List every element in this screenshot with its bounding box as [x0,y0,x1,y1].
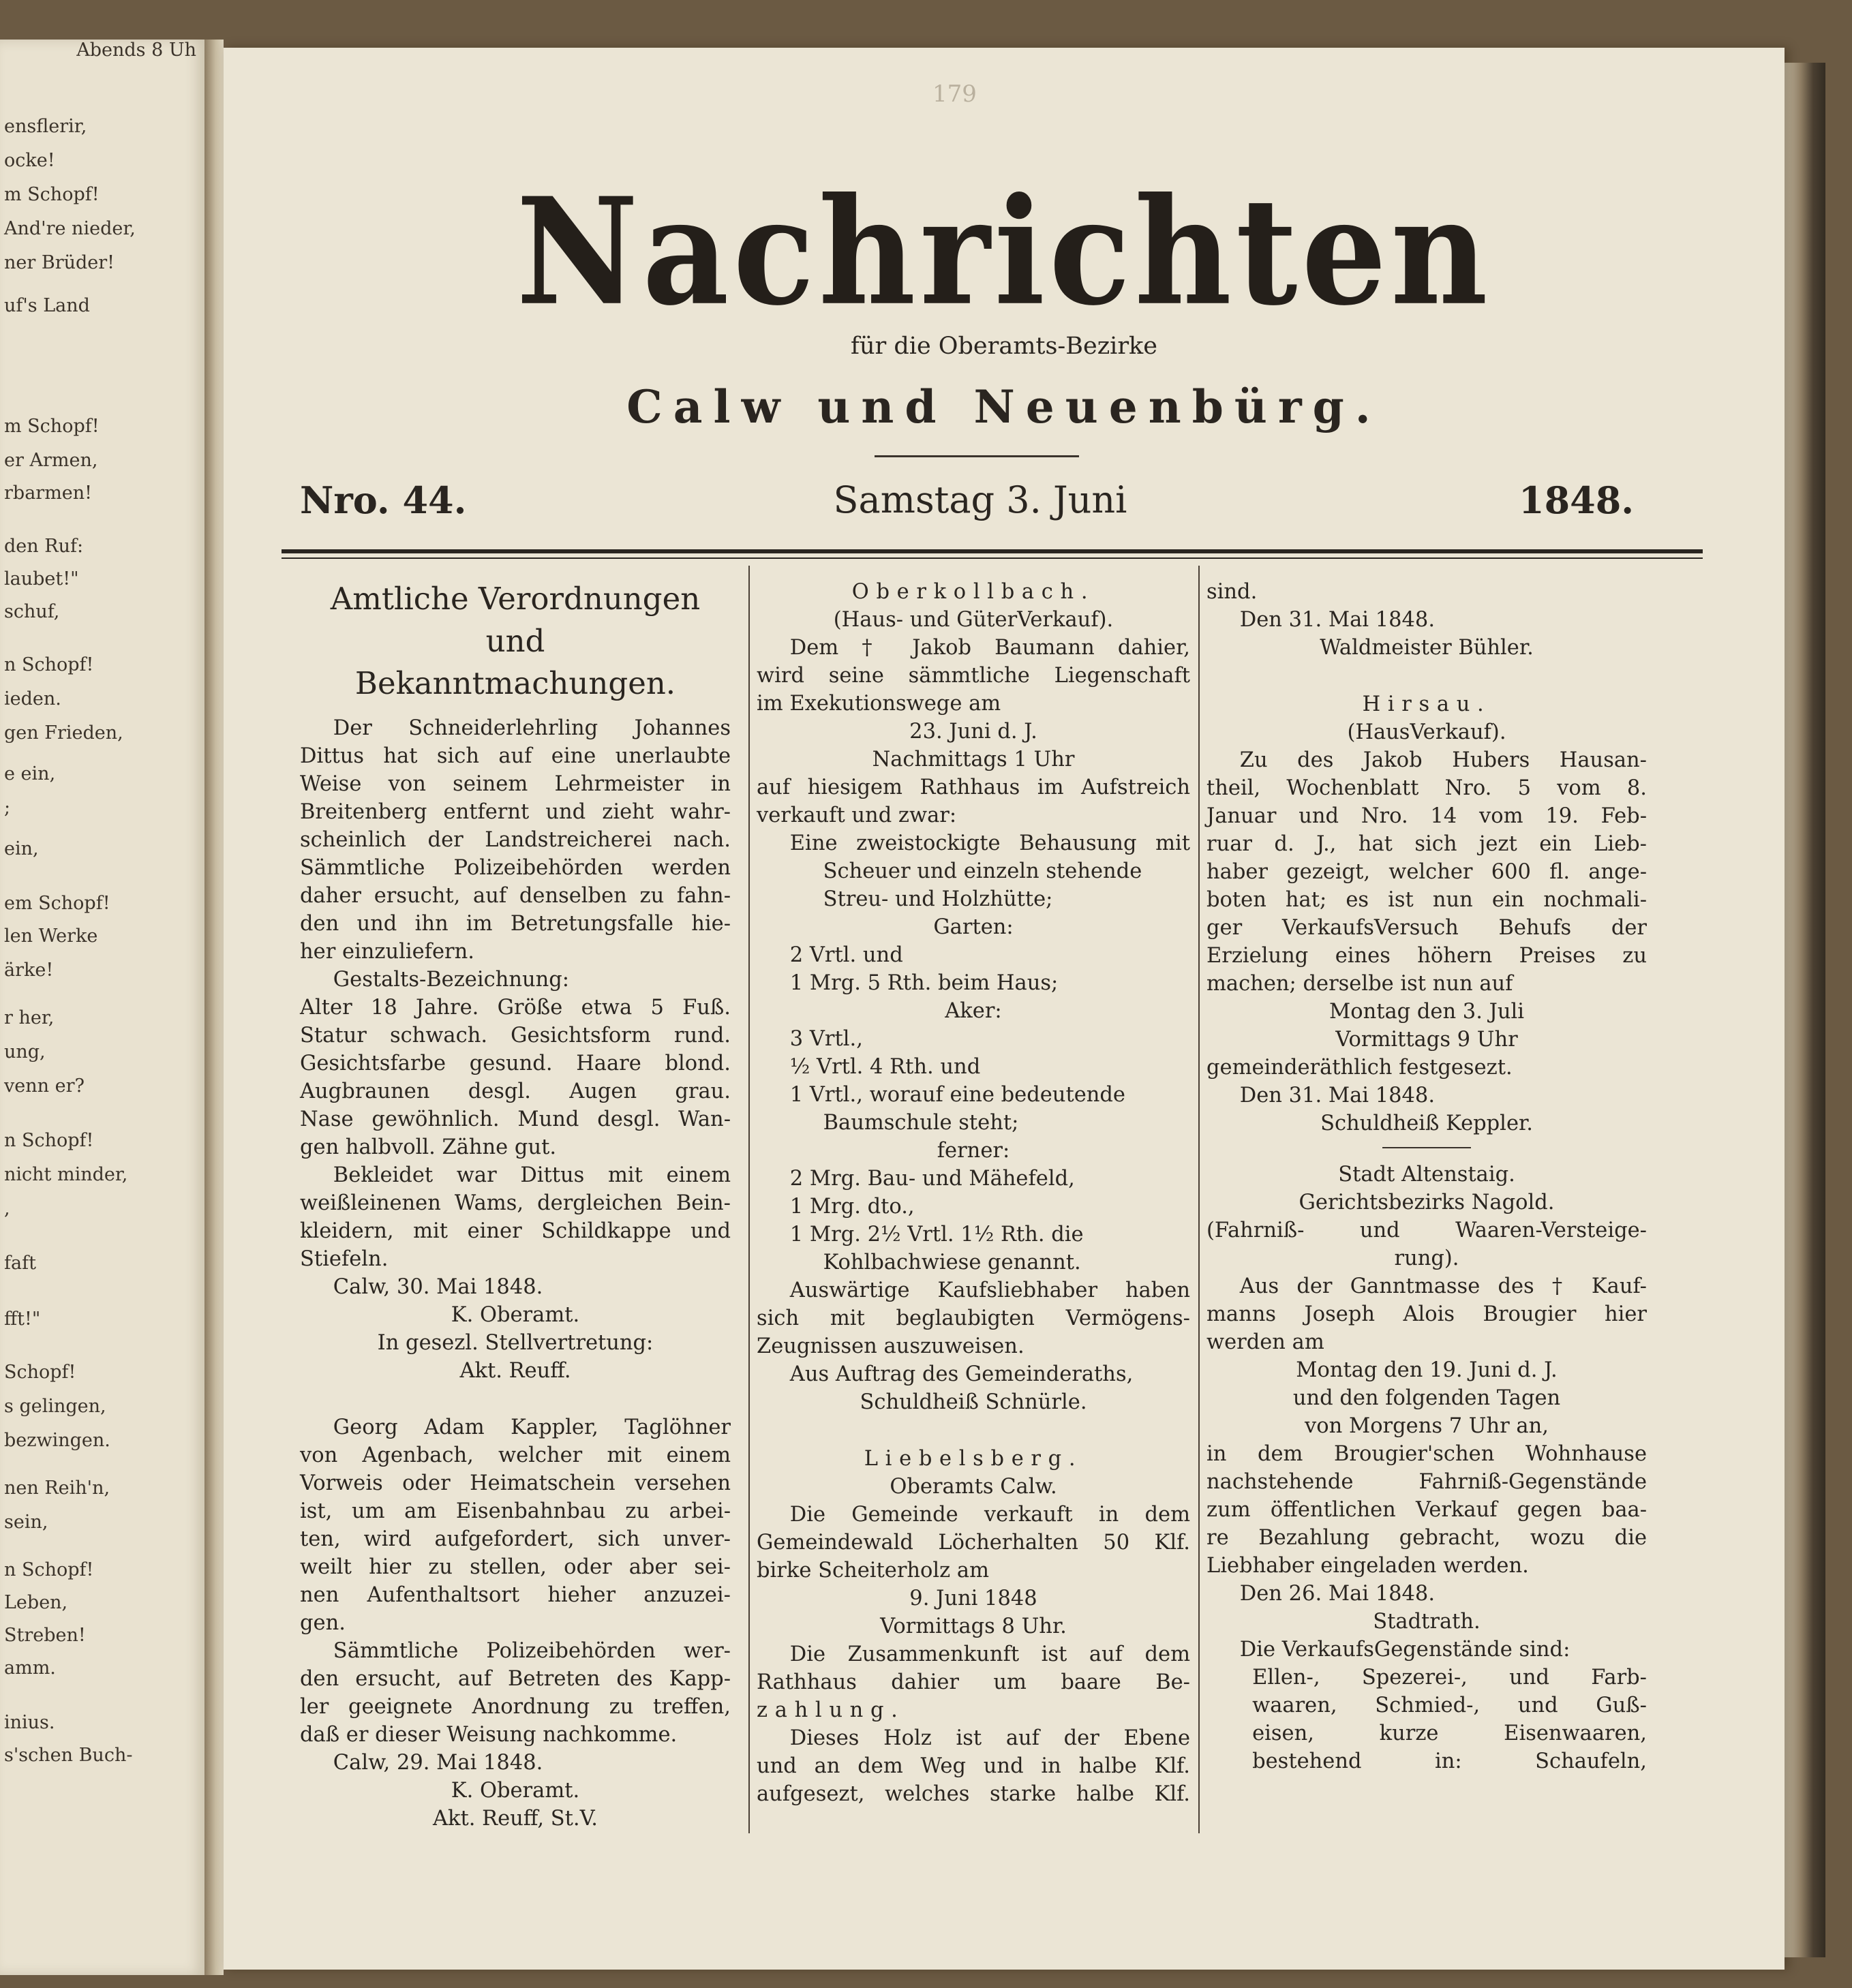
notice-text: werden am [1206,1330,1324,1354]
notice-text: Scheuer und einzeln stehende [823,859,1142,883]
notice-date: 23. Juni d. J. [909,720,1037,744]
notice-text: Aus Auftrag des Gemeinderaths, [789,1362,1134,1386]
facing-text-line: ; [4,797,11,819]
notice-text: daß er dieser Weisung nachkomme. [300,1723,678,1747]
facing-text-line: inius. [4,1712,55,1733]
notice-text: sich mit beglaubigten Vermögens- [757,1306,1190,1330]
notice-subheading: Oberamts Calw. [890,1475,1057,1499]
notice-text: Liebhaber eingeladen werden. [1206,1554,1529,1578]
facing-text-line: uf's Land [4,295,90,316]
notice-text: Gesichtsfarbe gesund. Haare blond. [300,1052,731,1075]
notice-text: ten, wird aufgefordert, sich unver- [300,1527,731,1551]
notice-place-date: Den 31. Mai 1848. [1239,1084,1436,1107]
notice-text: Stiefeln. [300,1247,389,1271]
issue-date: Samstag 3. Juni [833,478,1127,521]
notice-date: 9. Juni 1848 [909,1587,1037,1610]
notice-text: Sämmtliche Polizeibehörden wer- [333,1639,731,1663]
page-number: 179 [932,80,977,108]
notice-text: re Bezahlung gebracht, wozu die [1206,1526,1647,1550]
facing-text-line: sein, [4,1512,48,1533]
notice-date: Montag den 3. Juli [1329,1000,1524,1024]
notice-text: manns Joseph Alois Brougier hier [1206,1302,1647,1326]
notice-text: 1 Mrg. dto., [789,1195,915,1219]
facing-text-line: nicht minder, [4,1164,128,1185]
notice-text: theil, Wochenblatt Nro. 5 vom 8. [1206,776,1647,800]
facing-text-line: Schopf! [4,1362,76,1383]
facing-text-line: n Schopf! [4,1559,94,1580]
notice-text: Streu- und Holzhütte; [823,887,1053,911]
notice-text: 1 Vrtl., worauf eine bedeutende [789,1083,1125,1107]
notice-text: 3 Vrtl., [789,1027,863,1051]
facing-text-line: r her, [4,1007,55,1028]
notice-text: Erzielung eines höhern Preises zu [1206,944,1647,968]
notice-text: 2 Vrtl. und [789,943,903,967]
notice-text: Nase gewöhnlich. Mund desgl. Wan- [300,1107,731,1131]
notice-text: zahlung. [757,1698,905,1722]
book-gutter [204,40,224,1975]
notice-text: aufgesezt, welches starke halbe Klf. [757,1782,1190,1806]
facing-text-line: rbarmen! [4,483,93,504]
notice-text: Dittus hat sich auf eine unerlaubte [300,744,731,768]
notice-text: weilt hier zu stellen, oder aber sei- [300,1555,731,1579]
facing-text-line: e ein, [4,763,56,784]
notice-text: Gestalts-Bezeichnung: [333,968,570,992]
notice-place-date: Den 31. Mai 1848. [1239,608,1436,632]
notice-text: 1 Mrg. 5 Rth. beim Haus; [789,971,1059,995]
notice-signature: Akt. Reuff. [459,1359,571,1383]
header-rule-thin [282,557,1703,559]
facing-text-line: s'schen Buch- [4,1745,133,1766]
facing-text-line: n Schopf! [4,1130,94,1151]
notice-text: sind. [1206,580,1258,604]
facing-text-line: Leben, [4,1592,68,1613]
notice-time: Nachmittags 1 Uhr [872,748,1075,771]
newspaper-page [224,48,1785,1970]
notice-place-date: Den 26. Mai 1848. [1239,1582,1436,1606]
notice-text: Ellen-, Spezerei-, und Farb- [1252,1666,1647,1689]
issue-year: 1848. [1519,478,1635,522]
notice-text: in dem Brougier'schen Wohnhause [1206,1442,1647,1466]
notice-text: machen; derselbe ist nun auf [1206,972,1513,996]
notice-place-heading: Oberkollbach. [851,580,1095,604]
notice-text: ger VerkaufsVersuch Behufs der [1206,916,1647,940]
notice-text: Aker: [945,999,1002,1023]
column-3 [1206,578,1647,1775]
facing-text-line: em Schopf! [4,893,110,914]
facing-text-line: len Werke [4,926,98,947]
column-divider [748,566,750,1833]
notice-subheading: (HausVerkauf). [1347,720,1506,744]
facing-text-line: Streben! [4,1625,86,1646]
notice-text: nen Aufenthaltsort hieher anzuzei- [300,1583,731,1607]
notice-text: Augbraunen desgl. Augen grau. [300,1080,731,1103]
facing-text-line: fft!" [4,1309,41,1330]
section-heading: Amtliche Verordnungen und Bekanntmachungen. [330,581,701,701]
facing-text-line: m Schopf! [4,416,100,437]
facing-text-line: ieden. [4,688,61,709]
facing-text-line: And're nieder, [4,218,136,239]
notice-text: 1 Mrg. 2½ Vrtl. 1½ Rth. die [789,1223,1084,1247]
notice-text: Die Zusammenkunft ist auf dem [789,1642,1190,1666]
notice-text: Baumschule steht; [823,1111,1019,1135]
notice-text: verkauft und zwar: [757,804,957,827]
notice-text: ler geeignete Anordnung zu treffen, [300,1695,731,1719]
facing-text-line: ärke! [4,960,54,981]
notice-text: boten hat; es ist nun ein nochmali- [1206,888,1647,912]
notice-place-heading: Stadt Altenstaig. [1338,1163,1515,1187]
masthead-rule [875,455,1079,457]
notice-text: Kohlbachwiese genannt. [823,1251,1081,1274]
notice-text: Aus der Ganntmasse des † Kauf- [1239,1274,1647,1298]
notice-text: und an dem Weg und in halbe Klf. [757,1754,1190,1778]
notice-text: Januar und Nro. 14 vom 19. Feb- [1206,804,1647,828]
notice-date: Montag den 19. Juni d. J. [1296,1358,1558,1382]
notice-text: her einzuliefern. [300,940,474,964]
facing-text-line: s gelingen, [4,1396,106,1417]
facing-text-line: laubet!" [4,568,79,590]
facing-text-line: bezwingen. [4,1430,110,1451]
notice-place-heading: Hirsau. [1362,692,1491,716]
notice-place-date: Calw, 29. Mai 1848. [333,1751,543,1775]
facing-text-line: ner Brüder! [4,252,115,273]
masthead-region: Calw und Neuenbürg. [626,380,1382,433]
notice-subheading: (Haus- und GüterVerkauf). [833,608,1114,632]
notice-text: Zu des Jakob Hubers Hausan- [1239,748,1647,772]
notice-signature: Waldmeister Bühler. [1320,636,1534,660]
facing-text-line: ein, [4,838,39,859]
notice-text: Garten: [933,915,1014,939]
notice-text: Der Schneiderlehrling Johannes [333,716,731,740]
facing-page [0,40,206,1975]
book-edge [1785,63,1825,1957]
notice-authority: K. Oberamt. [451,1779,580,1803]
facing-text-line: n Schopf! [4,654,94,675]
facing-text-line: amm. [4,1657,56,1679]
notice-text: ½ Vrtl. 4 Rth. und [789,1055,981,1079]
notice-text: ferner: [937,1139,1010,1163]
notice-text: Georg Adam Kappler, Taglöhner [333,1416,731,1439]
notice-time: von Morgens 7 Uhr an, [1305,1414,1549,1438]
notice-text: Sämmtliche Polizeibehörden werden [300,856,731,880]
notice-text: (Fahrniß- und Waaren-Versteige- [1206,1219,1647,1242]
notice-text: Rathhaus dahier um baare Be- [757,1670,1190,1694]
notice-text: eisen, kurze Eisenwaaren, [1252,1722,1647,1745]
notice-text: waaren, Schmied-, und Guß- [1252,1694,1647,1717]
notice-text: kleidern, mit einer Schildkappe und [300,1219,731,1243]
notice-text: Eine zweistockigte Behausung mit [789,831,1190,855]
column-1 [300,578,731,1833]
facing-text-line: schuf, [4,601,60,622]
notice-place-heading: Liebelsberg. [864,1447,1083,1471]
notice-text: weißleinenen Wams, dergleichen Bein- [300,1191,731,1215]
facing-text-line: faft [4,1253,36,1274]
notice-authority: K. Oberamt. [451,1303,580,1327]
facing-text-line: ensflerir, [4,116,87,137]
facing-text-line: m Schopf! [4,184,100,205]
notice-text: Die VerkaufsGegenstände sind: [1239,1638,1570,1662]
notice-text: Breitenberg entfernt und zieht wahr- [300,800,731,824]
notice-signature: Schuldheiß Schnürle. [860,1390,1087,1414]
notice-place-date: Calw, 30. Mai 1848. [333,1275,543,1299]
notice-text: scheinlich der Landstreicherei nach. [300,828,731,852]
header-rule [282,549,1703,553]
notice-text: den und ihn im Betretungsfalle hie- [300,912,731,936]
notice-subheading: Gerichtsbezirks Nagold. [1299,1191,1555,1214]
facing-text-line: nen Reih'n, [4,1478,110,1499]
notice-text: haber gezeigt, welcher 600 fl. ange- [1206,860,1647,884]
notice-text: 2 Mrg. Bau- und Mähefeld, [789,1167,1075,1191]
facing-text-line: ocke! [4,150,55,171]
masthead-subtitle: für die Oberamts-Bezirke [851,333,1157,360]
notice-time: Vormittags 9 Uhr [1335,1028,1518,1052]
column-divider [1198,566,1200,1833]
notice-text: Bekleidet war Dittus mit einem [333,1163,731,1187]
facing-text-line: venn er? [4,1075,85,1097]
facing-text-line: gen Frieden, [4,722,123,744]
notice-text: gen. [300,1611,346,1635]
notice-authority: Stadtrath. [1373,1610,1481,1634]
notice-text: zum öffentlichen Verkauf gegen baa- [1206,1498,1647,1522]
notice-text: Gemeindewald Löcherhalten 50 Klf. [757,1531,1190,1555]
notice-text: Statur schwach. Gesichtsform rund. [300,1024,731,1047]
column-2 [757,578,1190,1808]
notice-text: daher ersucht, auf denselben zu fahn- [300,884,731,908]
notice-text: Die Gemeinde verkauft in dem [789,1503,1190,1527]
notice-text: Dieses Holz ist auf der Ebene [789,1726,1190,1750]
notice-text: ruar d. J., hat sich jezt ein Lieb- [1206,832,1647,856]
facing-text-line: Abends 8 Uh [76,40,196,61]
notice-text: gemeinderäthlich festgesezt. [1206,1056,1513,1080]
notice-text: und den folgenden Tagen [1292,1386,1561,1410]
issue-number: Nro. 44. [300,478,467,522]
notice-text: Vorweis oder Heimatschein versehen [300,1471,731,1495]
notice-text: ist, um am Eisenbahnbau zu arbei- [300,1499,731,1523]
notice-text: wird seine sämmtliche Liegenschaft [757,664,1190,688]
notice-text: Zeugnissen auszuweisen. [757,1334,1024,1358]
facing-text-line: den Ruf: [4,536,84,557]
notice-text: Alter 18 Jahre. Größe etwa 5 Fuß. [300,996,731,1020]
masthead-title: Nachrichten [516,166,1492,339]
notice-text: bestehend in: Schaufeln, [1252,1749,1647,1773]
notice-text: rung). [1394,1247,1459,1270]
facing-text-line: , [4,1198,10,1219]
notice-text: Weise von seinem Lehrmeister in [300,772,731,796]
notice-text: In gesezl. Stellvertretung: [377,1331,654,1355]
notice-text: von Agenbach, welcher mit einem [300,1443,731,1467]
notice-time: Vormittags 8 Uhr. [880,1615,1067,1638]
notice-text: gen halbvoll. Zähne gut. [300,1135,557,1159]
notice-signature: Akt. Reuff, St.V. [432,1807,598,1831]
notice-text: im Exekutionswege am [757,692,1001,716]
notice-text: auf hiesigem Rathhaus im Aufstreich [757,776,1190,799]
notice-text: birke Scheiterholz am [757,1559,990,1582]
notice-text: Dem † Jakob Baumann dahier, [789,636,1190,660]
notice-separator [1382,1147,1471,1148]
notice-text: Auswärtige Kaufsliebhaber haben [789,1279,1190,1302]
notice-text: nachstehende Fahrniß-Gegenstände [1206,1470,1647,1494]
notice-text: den ersucht, auf Betreten des Kapp- [300,1667,731,1691]
facing-text-line: ung, [4,1041,46,1062]
facing-text-line: er Armen, [4,450,98,471]
notice-signature: Schuldheiß Keppler. [1320,1112,1533,1135]
